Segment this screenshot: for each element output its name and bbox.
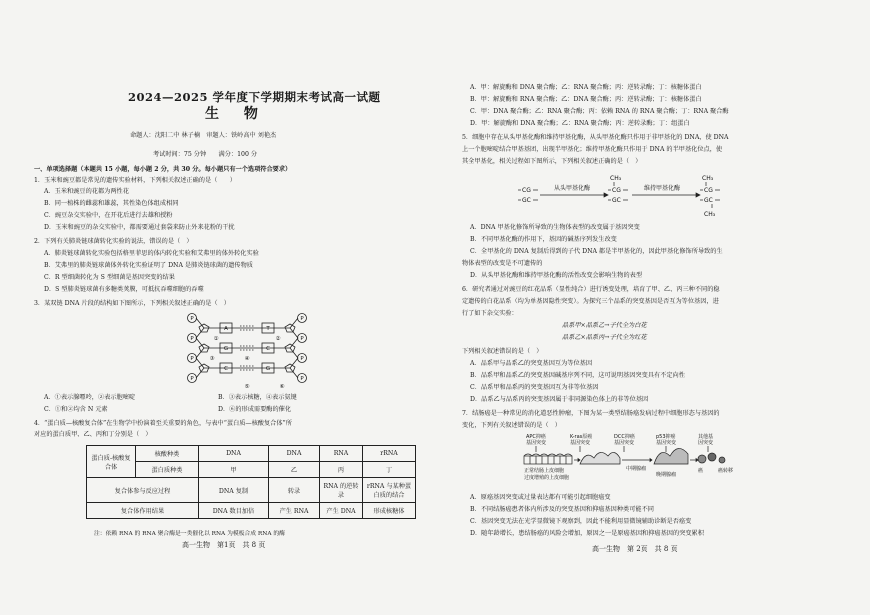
dna-label-p: P: [190, 356, 194, 362]
dna-mark-3: ③: [209, 356, 215, 362]
page-2: [452, 0, 852, 615]
dna-structure-figure: [182, 310, 312, 392]
strand-gc: GC: [522, 197, 531, 204]
q6-option-a: A．品系甲与品系乙的突变基因互为等位基因: [470, 360, 593, 367]
subject-title: 生 物: [205, 106, 268, 122]
q4-stem-line1: 4．“蛋白质—核酸复合体”在生物学中扮演着至关重要的角色，与表中“蛋白质—核酸复合体”所: [34, 420, 292, 427]
table-cell: RNA 的逆转录: [320, 478, 363, 503]
q4-table: [86, 445, 416, 519]
dna-mark-1: ①: [213, 336, 219, 342]
strand-gc: GC: [704, 197, 713, 204]
stage-late-adenoma: 晚期腺瘤: [656, 472, 677, 478]
q4-option-b: B．甲：解旋酶和 RNA 聚合酶；乙：DNA 聚合酶；丙：逆转录酶；丁：核糖体蛋白: [470, 96, 702, 103]
q2-option-a: A．肺炎链球菌转化实验包括格里菲思的体内转化实验和艾弗里的体外转化实验: [44, 250, 259, 257]
dna-base-g: G: [223, 346, 229, 352]
dna-label-p: P: [190, 376, 194, 382]
q5-stem-line2: 上一个胞嘧啶结合甲基基团，出现半甲基化；维持甲基化酶只作用于 DNA 的半甲基化位点，使: [462, 146, 723, 153]
dna-mark-4: ④: [244, 356, 250, 362]
dna-base-g: G: [265, 366, 271, 372]
q6-stem-line2: 定遗传的白花品系（均为单基因隐性突变）。为探究三个品系的突变基因是否互为等位基因，进: [462, 298, 719, 305]
enzyme-maintenance: 维持甲基化酶: [644, 185, 681, 192]
table-cell: 形成核糖体: [363, 503, 416, 519]
table-cell: DNA 复制: [199, 478, 269, 503]
table-cell: rRNA 与某种蛋白质的结合: [363, 478, 416, 503]
q1-option-c: C．豌豆杂交实验中，在开花后进行去雄和授粉: [44, 212, 173, 219]
q6-cross-1: 品系甲×品系乙→子代全为白花: [562, 322, 647, 329]
q4-stem-line2: 对应的蛋白质甲、乙、丙和丁分别是（ ）: [34, 431, 152, 438]
q2-option-c: C．R 型细菌转化为 S 型细菌是基因突变的结果: [44, 274, 175, 281]
table-cell: 转录: [269, 478, 320, 503]
gene-apc: APC抑癌: [526, 434, 546, 440]
q7-stem-line1: 7．结肠癌是一种常见的消化道恶性肿瘤，下图为某一类型结肠癌发病过程中细胞形态与基因的: [462, 410, 720, 417]
table-cell: rRNA: [363, 446, 416, 462]
table-cell: 核酸种类: [136, 446, 199, 462]
table-cell: 丙: [320, 462, 363, 478]
gene-p53: p53抑癌: [656, 434, 676, 440]
table-cell: 甲: [199, 462, 269, 478]
gene-mutation-label: 基因突变: [570, 440, 591, 446]
q3-stem: 3．某双链 DNA 片段的结构如下图所示，下列相关叙述正确的是（ ）: [34, 300, 230, 307]
dna-label-p: P: [190, 316, 194, 322]
q7-option-a: A．原癌基因突变或过量表达都有可能引起细胞癌变: [470, 494, 611, 501]
exam-info: 考试时间：75 分钟 满分：100 分: [153, 151, 258, 158]
dna-label-p: P: [190, 336, 194, 342]
dna-label-p: P: [300, 336, 304, 342]
q7-option-c: C．基因突变无法在光学显微镜下观察到，因此不能利用显微镜辅助诊断是否癌变: [470, 518, 692, 525]
table-row: [87, 478, 416, 503]
dna-label-p: P: [300, 356, 304, 362]
authors-line: 命题人：沈阳二中 林子楠 审题人：铁岭高中 刘艳杰: [130, 132, 277, 139]
strand-cg: CG: [704, 187, 713, 194]
dna-base-t: T: [266, 326, 270, 332]
q5-option-c: C．全甲基化的 DNA 复制后得到的子代 DNA 都是半甲基化的，因此甲基化修饰所导致的生: [470, 248, 723, 255]
table-cell: DNA: [269, 446, 320, 462]
enzyme-de-novo: 从头甲基化酶: [554, 185, 591, 192]
strand-cg: CG: [522, 187, 531, 194]
table-cell: 产生 DNA: [320, 503, 363, 519]
table-cell: 蛋白质-核酸复合体: [87, 446, 136, 478]
q1-stem: 1．玉米和豌豆都是常见的遗传实验材料，下列相关叙述正确的是（ ）: [34, 177, 236, 184]
section-1-heading: 一、单项选择题（本题共 15 小题，每小题 2 分，共 30 分。每小题只有一个选项符合要求）: [34, 166, 292, 173]
q7-option-d: D．随年龄增长，患结肠癌的风险会增加，原因之一是原癌基因和抑癌基因的突变累积: [470, 530, 704, 537]
dna-label-p: P: [300, 376, 304, 382]
q5-stem-line3: 其全甲基化，相关过程如下图所示，下列相关叙述正确的是（ ）: [462, 158, 642, 165]
q2-option-b: B．艾弗里的肺炎链球菌体外转化实验证明了 DNA 是肺炎链球菌的遗传物质: [44, 262, 253, 269]
methyl-label: CH₃: [704, 211, 716, 218]
page-1-footer: 高一生物 第1页 共 8 页: [182, 541, 266, 549]
table-cell: 乙: [269, 462, 320, 478]
page-2-footer: 高一生物 第 2页 共 8 页: [592, 545, 678, 553]
q5-option-a: A．DNA 甲基化修饰所导致的生物体表型的改变属于基因突变: [470, 224, 640, 231]
q3-option-d: D．⑥的形成需要酶的催化: [218, 406, 292, 413]
q1-option-d: D．玉米和豌豆的杂交实验中，都需要通过套袋来防止外来花粉的干扰: [44, 224, 235, 231]
methyl-label: CH₃: [702, 175, 714, 182]
dna-base-c: C: [266, 346, 270, 352]
dna-mark-6: ⑥: [279, 384, 285, 390]
gene-mutation-label: 基因突变: [526, 440, 547, 446]
table-row: [87, 503, 416, 519]
stage-mid-adenoma: 中期腺瘤: [626, 466, 647, 472]
q4-option-c: C．甲：DNA 聚合酶；乙：RNA 聚合酶；丙：依赖 RNA 的 RNA 聚合酶；丁：RNA 聚合酶: [470, 108, 729, 115]
q2-stem: 2．下列有关肺炎链球菌转化实验的说法，错误的是（ ）: [34, 238, 193, 245]
table-cell: 蛋白质种类: [136, 462, 199, 478]
q2-option-d: D．S 型肺炎链球菌有多糖类荚膜，可抵抗吞噬细胞的吞噬: [44, 286, 204, 293]
q3-option-b: B．③表示核糖，④表示氨键: [218, 394, 297, 401]
q5-option-b: B．不同甲基化酶的作用下，基因的碱基序列发生改变: [470, 236, 617, 243]
q3-option-a: A．①表示腺嘌呤，②表示胞嘧啶: [44, 394, 136, 401]
q1-option-a: A．玉米和豌豆的花都为两性花: [44, 188, 129, 195]
q6-stem-line3: 行了如下杂交实验：: [462, 310, 518, 317]
table-cell: 产生 RNA: [269, 503, 320, 519]
q7-stem-line2: 变化，下列有关叙述错误的是（ ）: [462, 422, 561, 429]
q1-option-b: B．同一植株的雌蕊和雄蕊，其性染色体组成相同: [44, 200, 179, 207]
gene-mutation-label: 基因突变: [614, 440, 635, 446]
table-cell: 复合体作用结果: [87, 503, 199, 519]
q6-option-c: C．品系甲和品系丙的突变基因互为非等位基因: [470, 384, 599, 391]
strand-cg: CG: [612, 187, 621, 194]
q5-stem-line1: 5．细胞中存在从头甲基化酶和维持甲基化酶，从头甲基化酶只作用于非甲基化的 DNA，使 DNA: [462, 134, 729, 141]
stage-metastasis: 癌转移: [718, 468, 734, 474]
dna-mark-2: ②: [275, 336, 281, 342]
q4-option-d: D．甲：解旋酶和 DNA 聚合酶；乙：RNA 聚合酶；丙：逆转录酶；丁：组蛋白: [470, 120, 690, 127]
q6-stem-line4: 下列相关叙述错误的是（ ）: [462, 348, 543, 355]
q3-option-c: C．①和②均含 N 元素: [44, 406, 108, 413]
table-cell: DNA: [199, 446, 269, 462]
gene-mutation-label: 基因突变: [656, 440, 677, 446]
gene-mutation-label: 因突变: [698, 440, 714, 446]
table-row: [87, 446, 416, 462]
stage-cancer: 癌: [698, 468, 704, 474]
table-cell: 复合体参与反应过程: [87, 478, 199, 503]
stage-normal: 正常结肠上皮细胞: [524, 468, 565, 474]
methylation-diagram: [518, 170, 778, 220]
q6-stem-line1: 6．研究者通过对豌豆的红花品系（显性纯合）进行诱变处理，培育了甲、乙、丙三种不同的稳: [462, 286, 720, 293]
q4-option-a: A．甲：解旋酶和 DNA 聚合酶；乙：RNA 聚合酶；丙：逆转录酶；丁：核糖体蛋白: [470, 84, 702, 91]
q6-option-d: D．品系乙与品系丙的突变基因属于非同源染色体上的非等位基因: [470, 396, 649, 403]
table-row: [87, 462, 416, 478]
strand-gc: GC: [612, 197, 621, 204]
page-1: [22, 0, 422, 615]
dna-mark-5: ⑤: [244, 384, 250, 390]
dna-base-a: A: [224, 326, 228, 332]
q6-cross-2: 品系乙×品系丙→子代全为红花: [562, 334, 647, 341]
colon-cancer-figure: [522, 432, 812, 490]
table-cell: RNA: [320, 446, 363, 462]
gene-kras: K-ras原癌: [570, 434, 593, 440]
exam-title: 2024—2025 学年度下学期期末考试高一试题: [128, 90, 381, 104]
stage-hyperplasia: 过度增殖的上皮细胞: [524, 475, 570, 481]
table-cell: 丁: [363, 462, 416, 478]
q4-table-note: 注：依赖 RNA 的 RNA 聚合酶是一类催化以 RNA 为模板合成 RNA 的酶: [94, 531, 285, 537]
q5-option-c-cont: 物体表型的改变是不可遗传的: [462, 260, 543, 267]
q5-option-d: D．从头甲基化酶和维持甲基化酶的活性改变会影响生物的表型: [470, 272, 643, 279]
dna-base-c: C: [224, 366, 228, 372]
dna-label-p: P: [300, 316, 304, 322]
gene-dcc: DCC抑癌: [614, 434, 635, 440]
gene-other: 其他基: [698, 434, 714, 440]
q6-option-b: B．品系甲和品系乙的突变基因碱基序列不同，这可说明基因突变具有不定向性: [470, 372, 685, 379]
q7-option-b: B．不同结肠癌患者体内所涉及的突变基因和抑癌基因种类可能不同: [470, 506, 654, 513]
methyl-label: CH₃: [610, 175, 622, 182]
table-cell: DNA 数目加倍: [199, 503, 269, 519]
